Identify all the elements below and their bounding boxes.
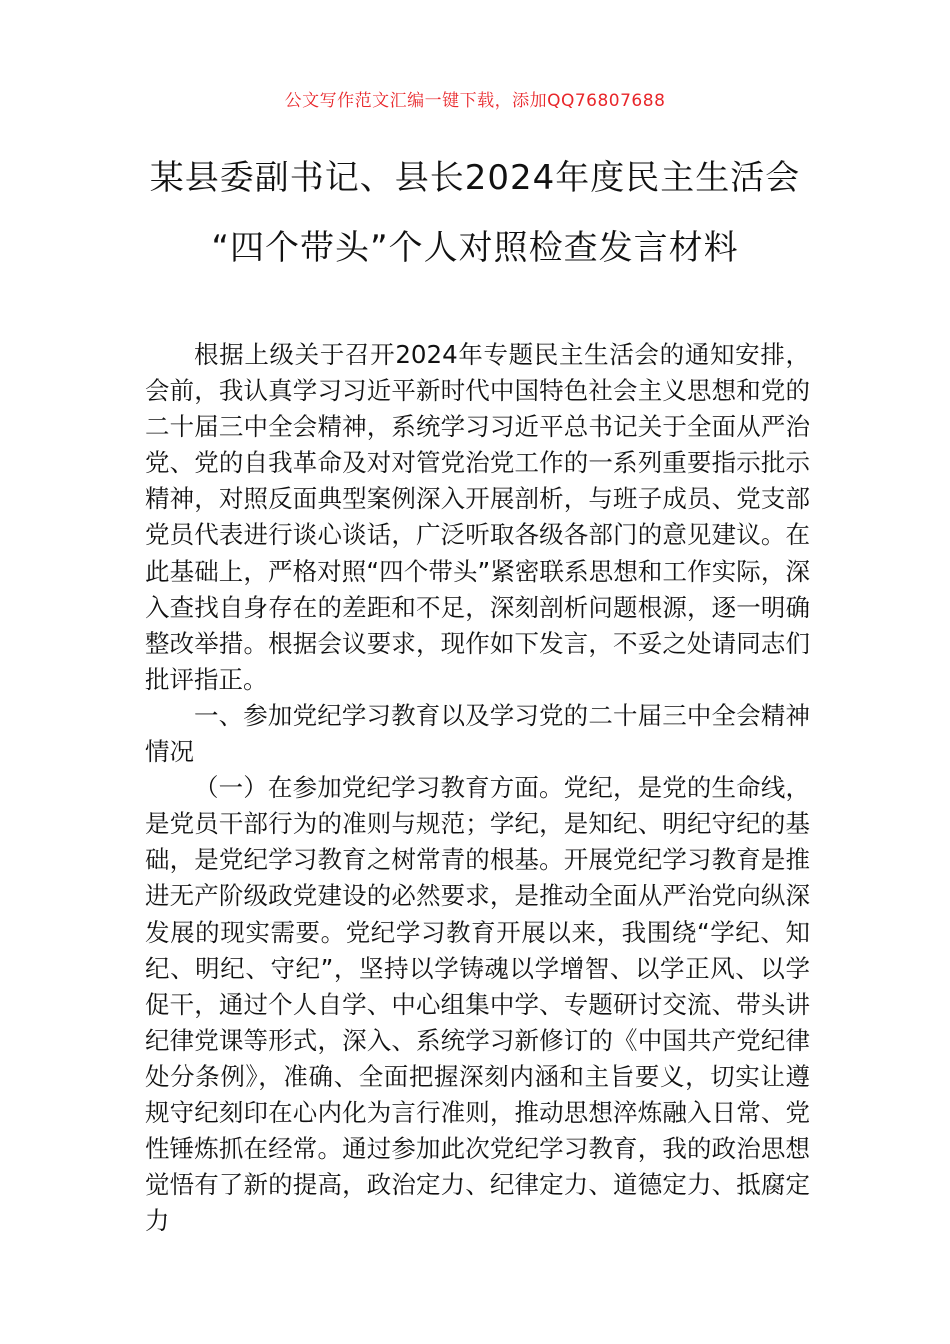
section-heading-1: 一、参加党纪学习教育以及学习党的二十届三中全会精神情况 (145, 700, 810, 767)
document-body (145, 337, 810, 1239)
header-note: 公文写作范文汇编一键下载，添加QQ76807688 (284, 91, 666, 111)
document-title-line-1: 某县委副书记、县长2024年度民主生活会 (149, 158, 801, 198)
paragraph-intro: 根据上级关于召开2024年专题民主生活会的通知安排，会前，我认真学习习近平新时代中国特色社会主义思想和党的二十届三中全会精神，系统学习习近平总书记关于全面从严治党、党的自我革命及对对管党治党工作的一系列重要指示批示精神，对照反面典型案例深入开展剖析，与班子成员、党支部党员代表进行谈心谈话，广泛听取各级各部门的意见建议。在此基础上，严格对照“四个带头”紧密联系思想和工作实际，深入查找自身存在的差距和不足，深刻剖析问题根源，逐一明确整改举措。根据会议要求，现作如下发言，不妥之处请同志们批评指正。 (145, 340, 810, 694)
paragraph-subsection-1: （一）在参加党纪学习教育方面。党纪，是党的生命线，是党员干部行为的准则与规范；学纪，是知纪、明纪守纪的基础，是党纪学习教育之树常青的根基。开展党纪学习教育是推进无产阶级政党建设的必然要求，是推动全面从严治党向纵深发展的现实需要。党纪学习教育开展以来，我围绕“学纪、知纪、明纪、守纪”，坚持以学铸魂以学增智、以学正风、以学促干，通过个人自学、中心组集中学、专题研讨交流、带头讲纪律党课等形式，深入、系统学习新修订的《中国共产党纪律处分条例》，准确、全面把握深刻内涵和主旨要义，切实让遵规守纪刻印在心内化为言行准则，推动思想淬炼融入日常、党性锤炼抓在经常。通过参加此次党纪学习教育，我的政治思想觉悟有了新的提高，政治定力、纪律定力、道德定力、抵腐定力 (145, 773, 810, 1236)
document-title-line-2: “四个带头”个人对照检查发言材料 (211, 228, 739, 268)
